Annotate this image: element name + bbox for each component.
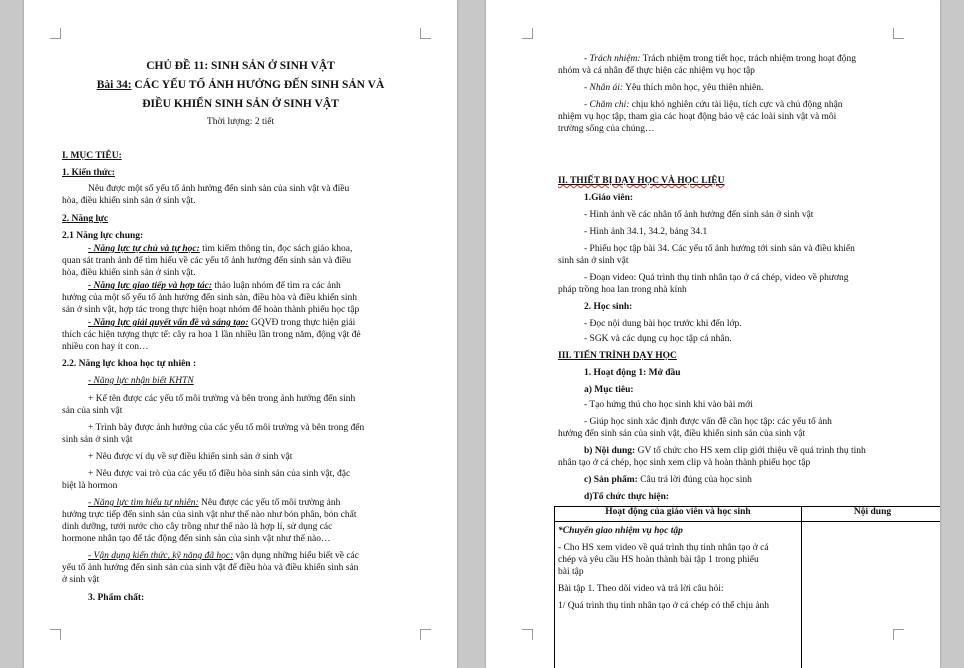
heading-text: II. THIẾT BỊ DẠY HỌC VÀ HỌC LIỆU xyxy=(558,176,725,186)
paragraph-line: - Hình ảnh về các nhân tố ảnh hưởng đến sinh sản ở sinh vật xyxy=(584,210,814,220)
paragraph-line xyxy=(88,318,355,329)
italic-label: - Năng lực giao tiếp và hợp tác: xyxy=(88,281,212,291)
paragraph-line: ở sinh vật xyxy=(62,575,100,585)
activity-table xyxy=(554,506,940,668)
paragraph-line: dinh dưỡng, tưới nước cho cây trồng như thế nào là hợp lí, sử dụng các xyxy=(62,522,333,532)
section-heading xyxy=(558,176,724,187)
paragraph-line: trường sống của chúng… xyxy=(558,124,655,134)
paragraph-line: hòa, điều khiển sinh sản ở sinh vật. xyxy=(62,196,196,206)
italic-label: - Năng lực nhận biết KHTN xyxy=(88,376,194,386)
paragraph-line: sản của sinh vật xyxy=(62,406,123,416)
lesson-title xyxy=(24,78,457,92)
paragraph-line xyxy=(584,446,866,457)
chapter-title: CHỦ ĐỀ 11: SINH SẢN Ở SINH VẬT xyxy=(146,60,335,72)
paragraph-line: nhiệm vụ học tập, tham gia các hoạt động bảo vệ các loài sinh vật và môi xyxy=(558,112,837,122)
subsection-heading: 1. Hoạt động 1: Mở đầu xyxy=(584,368,681,378)
italic-label: - Năng lực tự chủ và tự học: xyxy=(88,244,200,254)
paragraph-line xyxy=(584,475,752,486)
crop-mark xyxy=(50,28,61,39)
paragraph-line xyxy=(584,83,763,94)
text: vận dụng những hiểu biết về các xyxy=(233,551,359,561)
cell-line: Bài tập 1. Theo dõi video và trả lời câu hỏi: xyxy=(558,584,724,594)
paragraph-line: - Tạo hứng thú cho học sinh khi vào bài mới xyxy=(584,400,753,410)
paragraph-line: quan sát tranh ảnh để tìm hiểu về các yếu tố ảnh hưởng đến sinh sản và điều xyxy=(62,256,352,266)
text: Nêu được các yếu tố môi trường ảnh xyxy=(198,498,341,508)
duration: Thời lượng: 2 tiết xyxy=(206,117,275,127)
paragraph-line: yếu tố ảnh hưởng đến sinh sản của sinh vật để điều hòa và điều khiển sinh sản xyxy=(62,563,359,573)
table-row xyxy=(555,522,941,668)
paragraph-line: sinh sản ở sinh vật xyxy=(62,435,133,445)
subsection-heading: d)Tổ chức thực hiện: xyxy=(584,492,670,502)
table-header-cell: Hoạt động của giáo viên và học sinh xyxy=(555,507,802,522)
italic-label: - Chăm chỉ: xyxy=(584,100,630,110)
italic-label: - Trách nhiệm: xyxy=(584,54,641,64)
cell-line: bài tập xyxy=(558,567,584,577)
lesson-title-text: CÁC YẾU TỐ ẢNH HƯỞNG ĐẾN SINH SẢN VÀ xyxy=(131,79,385,91)
italic-label: - Nhân ái: xyxy=(584,83,624,93)
subsection-heading: 2. Học sinh: xyxy=(584,302,633,312)
text: Trách nhiệm trong tiết học, trách nhiệm trong hoạt động xyxy=(640,54,857,64)
paragraph-line: sản ở sinh vật, hợp tác trong thực hiện hoạt nhóm để hoàn thành phiếu học tập xyxy=(62,305,360,315)
paragraph-line: - Đọc nội dung bài học trước khi đến lớp. xyxy=(584,319,742,329)
paragraph-line: Nêu được một số yếu tố ảnh hưởng đến sinh sản của sinh vật và điều xyxy=(88,184,350,194)
crop-mark xyxy=(522,28,533,39)
paragraph-line: - Đoạn video: Quá trình thụ tinh nhân tạo ở cá chép, video về phương xyxy=(584,273,849,283)
paragraph-line: hưởng đến sinh sản của sinh vật, điều khiển sinh sản của sinh vật xyxy=(558,429,806,439)
paragraph-line: - Hình ảnh 34.1, 34.2, bảng 34.1 xyxy=(584,227,708,237)
paragraph-line: sinh sản ở sinh vật xyxy=(558,256,629,266)
crop-mark xyxy=(420,629,431,640)
paragraph-line: + Nêu được ví dụ về sự điều khiển sinh sản ở sinh vật xyxy=(88,452,293,462)
paragraph-line: - Phiếu học tập bài 34. Các yếu tố ảnh hưởng tới sinh sản và điều khiển xyxy=(584,244,855,254)
paragraph-line: + Nêu được vai trò của các yếu tố điều hòa sinh sản của sinh vật, đặc xyxy=(88,469,351,479)
paragraph-line: hưởng trực tiếp đến sinh sản của sinh vật như thế nào như bón phân, bón chất xyxy=(62,510,357,520)
subsection-heading: 2.2. Năng lực khoa học tự nhiên : xyxy=(62,359,197,369)
subsection-heading: 1. Kiến thức: xyxy=(62,168,115,178)
paragraph-line: + Trình bày được ảnh hưởng của các yếu tố môi trường và bên trong đến xyxy=(88,423,365,433)
section-heading: I. MỤC TIÊU: xyxy=(62,151,122,161)
text: Yêu thích môn học, yêu thiên nhiên. xyxy=(623,83,764,93)
bold-label: b) Nội dung: xyxy=(584,446,636,456)
paragraph-line: hormone nhân tạo để tác động đến sinh sản của sinh vật như thế nào… xyxy=(62,534,331,544)
paragraph-line xyxy=(88,281,341,292)
italic-label: - Năng lực giải quyết vấn đề và sáng tạo: xyxy=(88,318,249,328)
paragraph-line: nhiều con hay ít con… xyxy=(62,342,149,352)
subsection-heading: a) Mục tiêu: xyxy=(584,385,634,395)
crop-mark xyxy=(893,28,904,39)
lesson-title-line2: ĐIỀU KHIỂN SINH SẢN Ở SINH VẬT xyxy=(142,98,339,110)
subsection-heading: 3. Phẩm chất: xyxy=(88,593,145,603)
paragraph-line: nhân tạo ở cá chép, học sinh xem clip và hoàn thành phiếu học tập xyxy=(558,458,811,468)
lesson-label: Bài 34: xyxy=(96,79,132,91)
text: GQVĐ trong thực hiện giải xyxy=(248,318,356,328)
cell-line: 1/ Quá trình thụ tinh nhân tạo ở cá chép có thể chịu ảnh xyxy=(558,601,770,611)
paragraph-line xyxy=(584,100,843,111)
document-page-right xyxy=(486,0,940,668)
crop-mark xyxy=(50,629,61,640)
paragraph-line: biệt là hormon xyxy=(62,481,118,491)
paragraph-line: - Giúp học sinh xác định được vấn đề cần học tập: các yếu tố ảnh xyxy=(584,417,832,427)
cell-line: chép và yêu cầu HS hoàn thành bài tập 1 trong phiếu xyxy=(558,555,759,565)
crop-mark xyxy=(522,629,533,640)
italic-label: - Năng lực tìm hiểu tự nhiên: xyxy=(88,498,199,508)
table-header-row xyxy=(555,507,941,522)
paragraph-line: + Kể tên được các yếu tố môi trường và bên trong ảnh hưởng đến sinh xyxy=(88,394,356,404)
text: chịu khó nghiên cứu tài liệu, tích cực và chủ động nhận xyxy=(629,100,843,110)
paragraph-line xyxy=(88,551,359,562)
table-cell xyxy=(555,522,802,668)
paragraph-line xyxy=(584,54,856,65)
crop-mark xyxy=(420,28,431,39)
section-heading: III. TIẾN TRÌNH DẠY HỌC xyxy=(558,351,677,361)
text: Câu trả lời đúng của học sinh xyxy=(637,475,752,485)
document-page-left xyxy=(24,0,457,668)
text: thảo luận nhóm để tìm ra các ảnh xyxy=(211,281,341,291)
paragraph-line: hòa, điều khiển sinh sản ở sinh vật. xyxy=(62,268,196,278)
table-cell xyxy=(802,522,941,668)
paragraph-line: thích các hiện tượng thực tế: cây ra hoa 1 lần nhiều lần trong năm, động vật đẻ xyxy=(62,330,361,340)
text: GV tổ chức cho HS xem clip giới thiệu về quá trình thụ tinh xyxy=(635,446,866,456)
italic-label: - Vận dụng kiến thức, kỹ năng đã học: xyxy=(88,551,234,561)
paragraph-line xyxy=(88,244,352,255)
subsection-heading: 1.Giáo viên: xyxy=(584,193,634,203)
table-header-cell: Nội dung xyxy=(802,507,941,522)
text: tìm kiếm thông tin, đọc sách giáo khoa, xyxy=(199,244,353,254)
subsection-heading: 2.1 Năng lực chung: xyxy=(62,231,144,241)
cell-line: - Cho HS xem video về quá trình thụ tinh nhân tạo ở cá xyxy=(558,543,769,553)
cell-line: *Chuyển giao nhiệm vụ học tập xyxy=(558,526,683,536)
paragraph-line: pháp trồng hoa lan trong nhà kính xyxy=(558,285,687,295)
bold-label: c) Sản phẩm: xyxy=(584,475,638,485)
subsection-heading: 2. Năng lực xyxy=(62,214,109,224)
paragraph-line: nhóm và cá nhân để thực hiện các nhiệm vụ học tập xyxy=(558,66,755,76)
paragraph-line: hưởng của một số yếu tố ảnh hưởng đến sinh sản, điều hòa và điều khiển sinh xyxy=(62,293,358,303)
paragraph-line xyxy=(88,498,340,509)
paragraph-line: - SGK và các dụng cụ học tập cá nhân. xyxy=(584,334,732,344)
